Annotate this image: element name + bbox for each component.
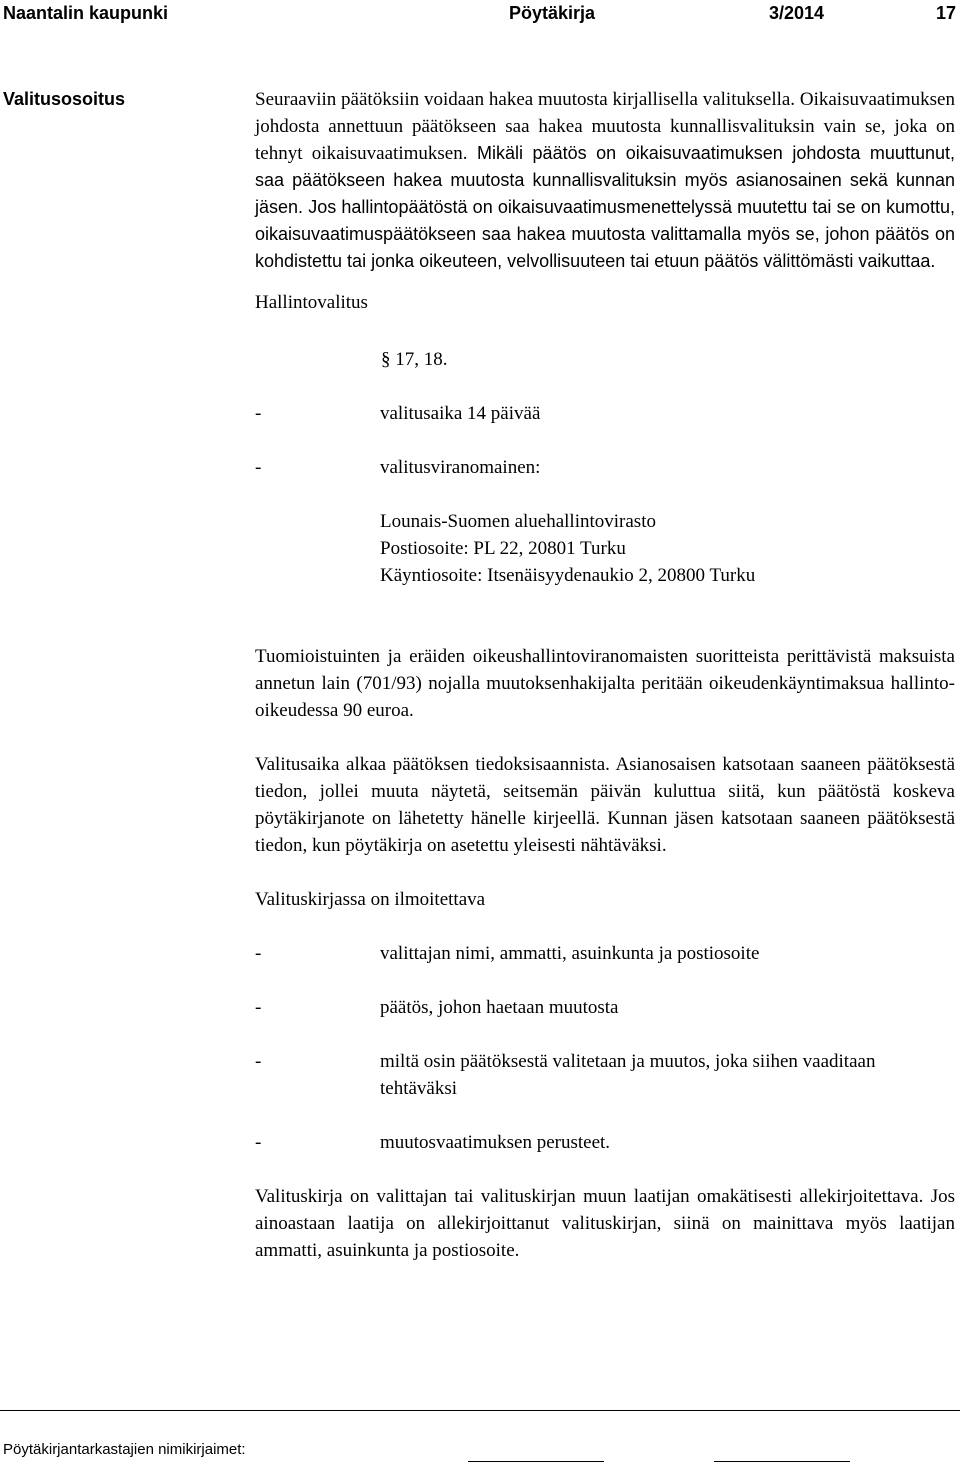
- signing-paragraph: Valituskirja on valittajan tai valituskirjan muun laatijan omakätisesti allekirjoitettava. Jos ainoastaan laatija on allekirjoittanut valituskirjan, siinä on mainittava myös laatijan ammatti, asuinkunta ja postiosoite.: [255, 1186, 955, 1261]
- section-references: § 17, 18.: [381, 349, 448, 370]
- document-number: 3/2014: [769, 3, 825, 23]
- authority-address: [380, 508, 955, 589]
- page-header: [0, 3, 960, 27]
- footer-divider: [0, 1410, 960, 1411]
- document-body: [255, 86, 955, 1264]
- appeal-period: valitusaika 14 päivää: [380, 403, 541, 424]
- intro-sans-text: Mikäli päätös on oikaisuvaatimuksen johdosta muuttunut, saa päätökseen hakea muutosta kunnallisvalituksin myös asianosainen sekä kunnan jäsen. Jos hallintopäätöstä on oikaisuvaatimusmenettelyssä muutettu tai se on kumottu, oikaisuvaatimuspäätökseen saa hakea muutosta valittamalla myös se, johon päätös on kohdistettu tai jonka oikeuteen, velvollisuuteen tai etuun päätös välittömästi vaikuttaa.: [255, 143, 955, 271]
- admin-appeal-heading: Hallintovalitus: [255, 292, 368, 313]
- organization-name: Naantalin kaupunki: [3, 3, 169, 23]
- list-item-text: päätös, johon haetaan muutosta: [380, 997, 619, 1018]
- list-item: [255, 940, 955, 967]
- appeal-period-row: [255, 400, 955, 427]
- list-item: [255, 1129, 955, 1156]
- appeal-authority-label: valitusviranomainen:: [380, 457, 541, 478]
- list-item-text: valittajan nimi, ammatti, asuinkunta ja postiosoite: [380, 943, 760, 964]
- visiting-address: Käyntiosoite: Itsenäisyydenaukio 2, 20800 Turku: [380, 565, 756, 586]
- intro-serif-text: Seuraaviin päätöksiin voidaan hakea muutosta kirjallisella valituksella. Oikaisuvaatimuksen johdosta annettuun päätökseen saa hakea muutosta kunnallisvalituksin vain se, joka on tehnyt oikaisuvaatimuksen.: [255, 89, 955, 164]
- list-item: [255, 1048, 955, 1102]
- list-dash: -: [255, 1132, 262, 1153]
- list-dash: -: [255, 457, 262, 478]
- list-dash: -: [255, 403, 262, 424]
- appeal-start-paragraph: Valitusaika alkaa päätöksen tiedoksisaannista. Asianosaisen katsotaan saaneen päätöksestä tiedon, jollei muuta näytetä, seitsemän päivän kuluttua siitä, kun päätöstä koskeva pöytäkirjanote on lähetetty hänelle kirjeellä. Kunnan jäsen katsotaan saaneen päätöksestä tiedon, kun pöytäkirja on asetettu yleisesti nähtäväksi.: [255, 754, 955, 856]
- page-number: 17: [936, 3, 957, 23]
- list-item-text: miltä osin päätöksestä valitetaan ja muutos, joka siihen vaaditaan tehtäväksi: [380, 1051, 876, 1099]
- initials-line: [714, 1461, 850, 1462]
- list-dash: -: [255, 943, 262, 964]
- postal-address: Postiosoite: PL 22, 20801 Turku: [380, 538, 626, 559]
- section-label: Valitusosoitus: [3, 89, 126, 109]
- list-dash: -: [255, 1051, 262, 1072]
- list-item-text: muutosvaatimuksen perusteet.: [380, 1132, 611, 1153]
- fee-paragraph: Tuomioistuinten ja eräiden oikeushallintoviranomaisten suoritteista perittävistä maksuista annetun lain (701/93) nojalla muutoksenhakijalta peritään oikeudenkäyntimaksua hallinto-oikeudessa 90 euroa.: [255, 646, 955, 721]
- appeal-authority-row: [255, 454, 955, 481]
- document-type: Pöytäkirja: [509, 3, 596, 23]
- inspectors-initials-label: Pöytäkirjantarkastajien nimikirjaimet:: [3, 1441, 246, 1458]
- list-item: [255, 994, 955, 1021]
- list-dash: -: [255, 997, 262, 1018]
- authority-name: Lounais-Suomen aluehallintovirasto: [380, 511, 656, 532]
- intro-paragraph: [255, 86, 955, 275]
- letter-requirements-heading: Valituskirjassa on ilmoitettava: [255, 889, 486, 910]
- initials-line: [468, 1461, 604, 1462]
